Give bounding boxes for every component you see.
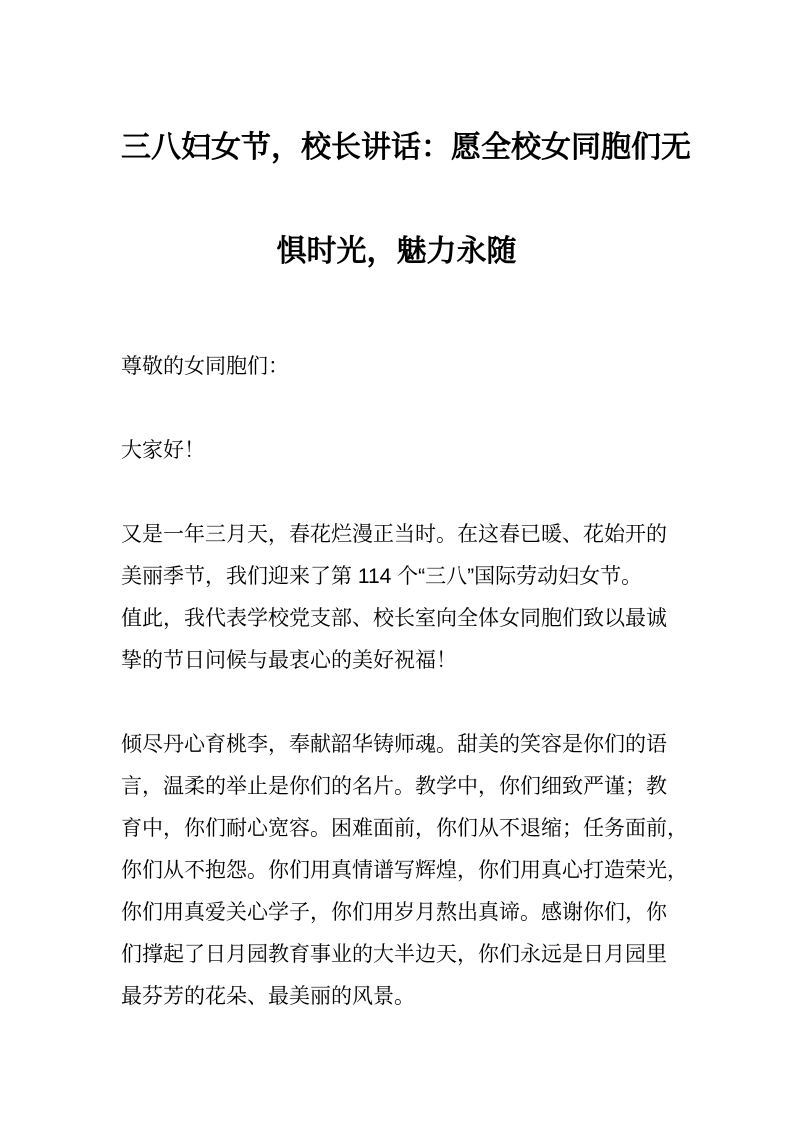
text-line: 美丽季节，我们迎来了第 114 个“三八”国际劳动妇女节。 (121, 565, 643, 588)
text-line: 言，温柔的举止是你们的名片。教学中，你们细致严谨；教 (121, 775, 667, 798)
paragraph (121, 724, 688, 1018)
paragraph (121, 346, 672, 388)
text-line: 最芬芳的花朵、最美丽的风景。 (121, 985, 415, 1008)
text-line: 大家好！ (121, 439, 205, 462)
text-line: 育中，你们耐心宽容。困难面前，你们从不退缩；任务面前， (121, 817, 688, 840)
paragraph (121, 430, 672, 472)
title-line: 惧时光，魅力永随 (276, 235, 517, 268)
document-title (121, 96, 691, 304)
text-line: 你们用真爱关心学子，你们用岁月熬出真谛。感谢你们，你 (121, 901, 667, 924)
text-line: 们撑起了日月园教育事业的大半边天，你们永远是日月园里 (121, 943, 667, 966)
text-line: 挚的节日问候与最衷心的美好祝福！ (121, 649, 457, 672)
text-line: 又是一年三月天，春花烂漫正当时。在这春已暖、花始开的 (121, 523, 667, 546)
text-line: 尊敬的女同胞们： (121, 355, 289, 378)
paragraph (121, 514, 672, 682)
document-body (121, 346, 688, 1018)
text-line: 值此，我代表学校党支部、校长室向全体女同胞们致以最诚 (121, 607, 667, 630)
title-line: 三八妇女节，校长讲话：愿全校女同胞们无 (121, 131, 691, 164)
text-line: 倾尽丹心育桃李，奉献韶华铸师魂。甜美的笑容是你们的语 (121, 733, 667, 756)
text-line: 你们从不抱怨。你们用真情谱写辉煌，你们用真心打造荣光， (121, 859, 688, 882)
